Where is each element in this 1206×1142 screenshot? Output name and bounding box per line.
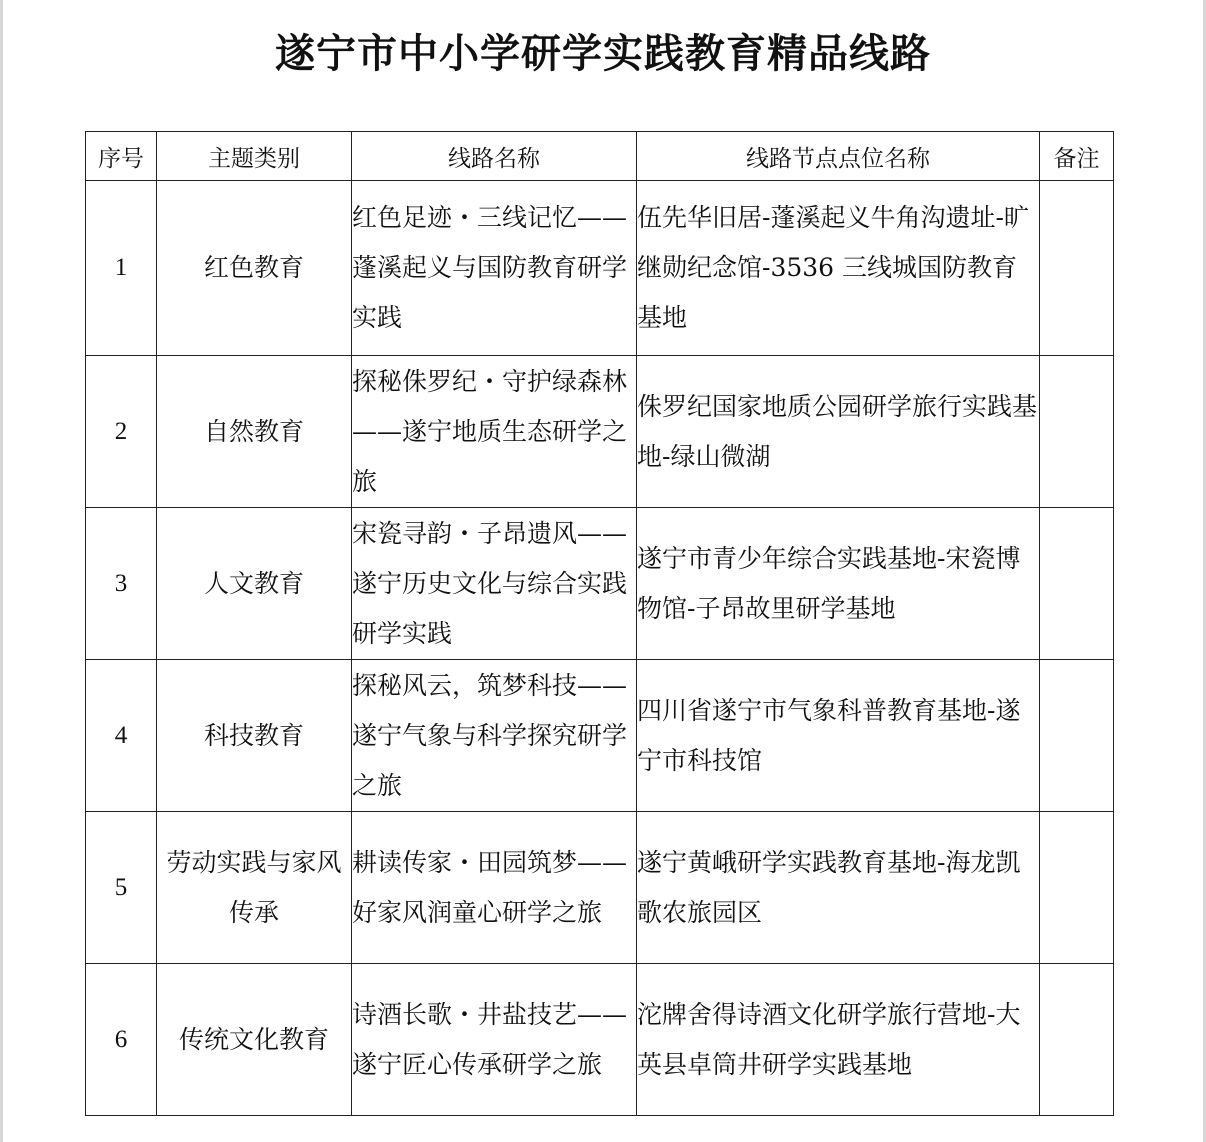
row-route-name [352,356,637,508]
row-route-nodes [637,508,1040,660]
route-nodes-text: 遂宁市青少年综合实践基地-宋瓷博物馆-子昂故里研学基地 [637,543,1021,623]
row-category: 劳动实践与家风传承 [157,812,352,964]
row-category: 自然教育 [157,356,352,508]
table-header-row [86,132,1114,181]
row-number: 5 [86,812,157,964]
row-route-name [352,812,637,964]
row-route-name [352,660,637,812]
row-note [1040,356,1114,508]
row-note [1040,660,1114,812]
row-route-name [352,964,637,1116]
route-name-text: 探秘侏罗纪・守护绿森林——遂宁地质生态研学之旅 [352,366,628,496]
row-note [1040,964,1114,1116]
row-route-name [352,181,637,356]
row-route-name [352,508,637,660]
route-nodes-text: 遂宁黄峨研学实践教育基地-海龙凯歌农旅园区 [637,847,1021,927]
route-nodes-text: 沱牌舍得诗酒文化研学旅行营地-大英县卓筒井研学实践基地 [637,999,1021,1079]
header-route-nodes: 线路节点点位名称 [637,132,1040,181]
header-category: 主题类别 [157,132,352,181]
row-note [1040,181,1114,356]
row-number: 6 [86,964,157,1116]
row-route-nodes [637,964,1040,1116]
row-route-nodes [637,812,1040,964]
table-row [86,356,1114,508]
table-row [86,964,1114,1116]
route-name-text: 诗酒长歌・井盐技艺——遂宁匠心传承研学之旅 [352,999,628,1079]
row-category: 人文教育 [157,508,352,660]
table-row [86,181,1114,356]
table-row [86,508,1114,660]
row-note [1040,508,1114,660]
route-nodes-text: 侏罗纪国家地质公园研学旅行实践基地-绿山微湖 [637,391,1038,471]
route-nodes-text: 伍先华旧居-蓬溪起义牛角沟遗址-旷继勋纪念馆-3536 三线城国防教育基地 [637,203,1029,332]
row-category: 红色教育 [157,181,352,356]
row-category: 科技教育 [157,660,352,812]
page-edge-left [0,0,3,1142]
route-name-text: 探秘风云，筑梦科技——遂宁气象与科学探究研学之旅 [352,670,628,800]
route-nodes-text: 四川省遂宁市气象科普教育基地-遂宁市科技馆 [637,695,1021,775]
row-note [1040,812,1114,964]
table-row [86,660,1114,812]
row-route-nodes [637,660,1040,812]
header-route-name: 线路名称 [352,132,637,181]
row-number: 4 [86,660,157,812]
routes-table [85,131,1114,1116]
page-title: 遂宁市中小学研学实践教育精品线路 [275,31,931,77]
header-note: 备注 [1040,132,1114,181]
header-no: 序号 [86,132,157,181]
row-number: 1 [86,181,157,356]
route-name-text: 宋瓷寻韵・子昂遗风——遂宁历史文化与综合实践研学实践 [352,518,628,648]
row-number: 2 [86,356,157,508]
row-route-nodes [637,181,1040,356]
row-route-nodes [637,356,1040,508]
row-category: 传统文化教育 [157,964,352,1116]
route-name-text: 耕读传家・田园筑梦——好家风润童心研学之旅 [352,847,628,927]
table-row [86,812,1114,964]
row-number: 3 [86,508,157,660]
route-name-text: 红色足迹・三线记忆——蓬溪起义与国防教育研学实践 [352,203,628,332]
